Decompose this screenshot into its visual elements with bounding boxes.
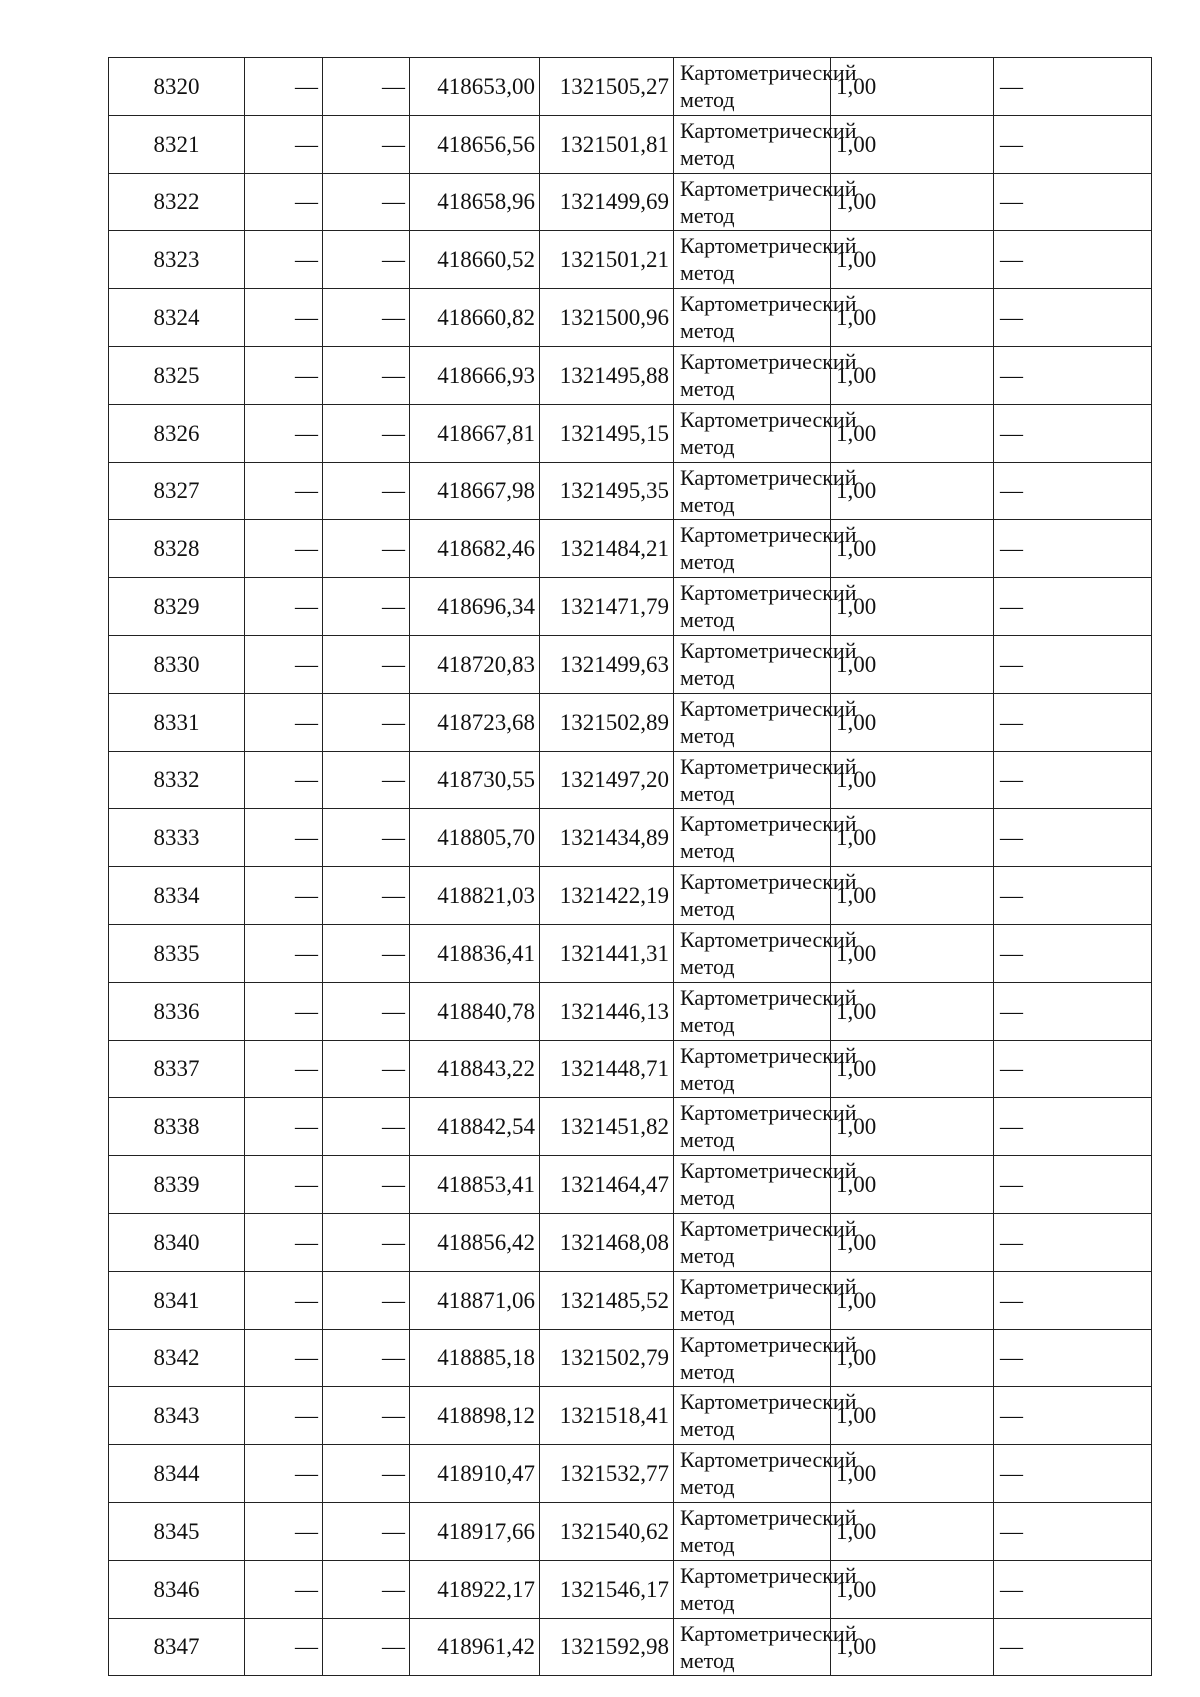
y-coordinate-cell: 1321532,77 — [540, 1445, 674, 1503]
precision-cell: 1,00 — [831, 751, 994, 809]
precision-cell: 1,00 — [831, 1040, 994, 1098]
empty-value-cell: — — [323, 1329, 410, 1387]
x-coordinate-cell: 418856,42 — [410, 1213, 540, 1271]
method-cell: Картометрический метод — [674, 462, 831, 520]
empty-value-cell: — — [323, 1271, 410, 1329]
empty-value-cell: — — [323, 867, 410, 925]
y-coordinate-cell: 1321422,19 — [540, 867, 674, 925]
table-row — [109, 693, 1152, 751]
empty-value-cell: — — [323, 520, 410, 578]
y-coordinate-cell: 1321546,17 — [540, 1560, 674, 1618]
x-coordinate-cell: 418821,03 — [410, 867, 540, 925]
method-cell: Картометрический метод — [674, 1040, 831, 1098]
precision-cell: 1,00 — [831, 462, 994, 520]
description-cell: — — [994, 346, 1152, 404]
table-row — [109, 462, 1152, 520]
description-cell: — — [994, 404, 1152, 462]
table-row — [109, 867, 1152, 925]
table-row — [109, 173, 1152, 231]
y-coordinate-cell: 1321468,08 — [540, 1213, 674, 1271]
x-coordinate-cell: 418842,54 — [410, 1098, 540, 1156]
empty-value-cell: — — [245, 173, 323, 231]
empty-value-cell: — — [245, 1098, 323, 1156]
empty-value-cell: — — [245, 982, 323, 1040]
precision-cell: 1,00 — [831, 982, 994, 1040]
point-number-cell: 8347 — [109, 1618, 245, 1676]
x-coordinate-cell: 418840,78 — [410, 982, 540, 1040]
empty-value-cell: — — [323, 289, 410, 347]
empty-value-cell: — — [323, 578, 410, 636]
point-number-cell: 8327 — [109, 462, 245, 520]
description-cell: — — [994, 867, 1152, 925]
description-cell: — — [994, 289, 1152, 347]
table-row — [109, 751, 1152, 809]
empty-value-cell: — — [323, 1098, 410, 1156]
method-cell: Картометрический метод — [674, 520, 831, 578]
table-row — [109, 1213, 1152, 1271]
empty-value-cell: — — [245, 635, 323, 693]
y-coordinate-cell: 1321471,79 — [540, 578, 674, 636]
empty-value-cell: — — [245, 1329, 323, 1387]
empty-value-cell: — — [323, 751, 410, 809]
description-cell: — — [994, 1213, 1152, 1271]
table-row — [109, 1387, 1152, 1445]
method-cell: Картометрический метод — [674, 115, 831, 173]
y-coordinate-cell: 1321485,52 — [540, 1271, 674, 1329]
method-cell: Картометрический метод — [674, 231, 831, 289]
point-number-cell: 8328 — [109, 520, 245, 578]
table-row — [109, 1098, 1152, 1156]
y-coordinate-cell: 1321451,82 — [540, 1098, 674, 1156]
empty-value-cell: — — [323, 693, 410, 751]
empty-value-cell: — — [323, 809, 410, 867]
y-coordinate-cell: 1321446,13 — [540, 982, 674, 1040]
precision-cell: 1,00 — [831, 173, 994, 231]
empty-value-cell: — — [245, 1156, 323, 1214]
x-coordinate-cell: 418696,34 — [410, 578, 540, 636]
description-cell: — — [994, 1098, 1152, 1156]
empty-value-cell: — — [323, 1040, 410, 1098]
point-number-cell: 8333 — [109, 809, 245, 867]
point-number-cell: 8341 — [109, 1271, 245, 1329]
empty-value-cell: — — [245, 1213, 323, 1271]
empty-value-cell: — — [323, 173, 410, 231]
point-number-cell: 8326 — [109, 404, 245, 462]
point-number-cell: 8338 — [109, 1098, 245, 1156]
description-cell: — — [994, 982, 1152, 1040]
point-number-cell: 8320 — [109, 58, 245, 116]
empty-value-cell: — — [245, 404, 323, 462]
x-coordinate-cell: 418843,22 — [410, 1040, 540, 1098]
x-coordinate-cell: 418658,96 — [410, 173, 540, 231]
empty-value-cell: — — [323, 1387, 410, 1445]
x-coordinate-cell: 418961,42 — [410, 1618, 540, 1676]
description-cell: — — [994, 751, 1152, 809]
y-coordinate-cell: 1321441,31 — [540, 924, 674, 982]
x-coordinate-cell: 418922,17 — [410, 1560, 540, 1618]
description-cell: — — [994, 173, 1152, 231]
method-cell: Картометрический метод — [674, 1560, 831, 1618]
method-cell: Картометрический метод — [674, 1618, 831, 1676]
y-coordinate-cell: 1321499,69 — [540, 173, 674, 231]
empty-value-cell: — — [323, 346, 410, 404]
method-cell: Картометрический метод — [674, 1213, 831, 1271]
method-cell: Картометрический метод — [674, 289, 831, 347]
table-row — [109, 1618, 1152, 1676]
x-coordinate-cell: 418666,93 — [410, 346, 540, 404]
table-row — [109, 982, 1152, 1040]
y-coordinate-cell: 1321464,47 — [540, 1156, 674, 1214]
coordinates-table — [108, 57, 1152, 1676]
y-coordinate-cell: 1321502,79 — [540, 1329, 674, 1387]
method-cell: Картометрический метод — [674, 404, 831, 462]
y-coordinate-cell: 1321434,89 — [540, 809, 674, 867]
method-cell: Картометрический метод — [674, 1156, 831, 1214]
y-coordinate-cell: 1321501,21 — [540, 231, 674, 289]
y-coordinate-cell: 1321540,62 — [540, 1502, 674, 1560]
description-cell: — — [994, 520, 1152, 578]
table-row — [109, 1502, 1152, 1560]
method-cell: Картометрический метод — [674, 635, 831, 693]
description-cell: — — [994, 462, 1152, 520]
point-number-cell: 8337 — [109, 1040, 245, 1098]
y-coordinate-cell: 1321448,71 — [540, 1040, 674, 1098]
description-cell: — — [994, 1387, 1152, 1445]
method-cell: Картометрический метод — [674, 693, 831, 751]
table-row — [109, 289, 1152, 347]
precision-cell: 1,00 — [831, 58, 994, 116]
x-coordinate-cell: 418910,47 — [410, 1445, 540, 1503]
description-cell: — — [994, 1445, 1152, 1503]
x-coordinate-cell: 418885,18 — [410, 1329, 540, 1387]
y-coordinate-cell: 1321505,27 — [540, 58, 674, 116]
empty-value-cell: — — [323, 1618, 410, 1676]
empty-value-cell: — — [323, 1560, 410, 1618]
empty-value-cell: — — [245, 115, 323, 173]
description-cell: — — [994, 693, 1152, 751]
table-row — [109, 58, 1152, 116]
empty-value-cell: — — [323, 635, 410, 693]
empty-value-cell: — — [245, 58, 323, 116]
y-coordinate-cell: 1321499,63 — [540, 635, 674, 693]
description-cell: — — [994, 578, 1152, 636]
table-row — [109, 115, 1152, 173]
y-coordinate-cell: 1321500,96 — [540, 289, 674, 347]
y-coordinate-cell: 1321592,98 — [540, 1618, 674, 1676]
method-cell: Картометрический метод — [674, 809, 831, 867]
x-coordinate-cell: 418653,00 — [410, 58, 540, 116]
method-cell: Картометрический метод — [674, 1098, 831, 1156]
point-number-cell: 8343 — [109, 1387, 245, 1445]
method-cell: Картометрический метод — [674, 346, 831, 404]
empty-value-cell: — — [245, 1618, 323, 1676]
point-number-cell: 8340 — [109, 1213, 245, 1271]
point-number-cell: 8322 — [109, 173, 245, 231]
empty-value-cell: — — [245, 1271, 323, 1329]
method-cell: Картометрический метод — [674, 867, 831, 925]
precision-cell: 1,00 — [831, 924, 994, 982]
method-cell: Картометрический метод — [674, 924, 831, 982]
point-number-cell: 8346 — [109, 1560, 245, 1618]
table-row — [109, 809, 1152, 867]
precision-cell: 1,00 — [831, 635, 994, 693]
x-coordinate-cell: 418660,52 — [410, 231, 540, 289]
y-coordinate-cell: 1321495,15 — [540, 404, 674, 462]
empty-value-cell: — — [323, 982, 410, 1040]
precision-cell: 1,00 — [831, 520, 994, 578]
precision-cell: 1,00 — [831, 404, 994, 462]
y-coordinate-cell: 1321497,20 — [540, 751, 674, 809]
y-coordinate-cell: 1321484,21 — [540, 520, 674, 578]
x-coordinate-cell: 418682,46 — [410, 520, 540, 578]
x-coordinate-cell: 418667,81 — [410, 404, 540, 462]
point-number-cell: 8332 — [109, 751, 245, 809]
table-row — [109, 1560, 1152, 1618]
description-cell: — — [994, 1156, 1152, 1214]
method-cell: Картометрический метод — [674, 58, 831, 116]
description-cell: — — [994, 635, 1152, 693]
precision-cell: 1,00 — [831, 693, 994, 751]
method-cell: Картометрический метод — [674, 1445, 831, 1503]
precision-cell: 1,00 — [831, 867, 994, 925]
empty-value-cell: — — [323, 1502, 410, 1560]
table-row — [109, 1445, 1152, 1503]
description-cell: — — [994, 58, 1152, 116]
empty-value-cell: — — [323, 462, 410, 520]
point-number-cell: 8334 — [109, 867, 245, 925]
description-cell: — — [994, 1040, 1152, 1098]
description-cell: — — [994, 1560, 1152, 1618]
empty-value-cell: — — [245, 867, 323, 925]
point-number-cell: 8324 — [109, 289, 245, 347]
empty-value-cell: — — [323, 404, 410, 462]
precision-cell: 1,00 — [831, 115, 994, 173]
table-row — [109, 1040, 1152, 1098]
empty-value-cell: — — [245, 1560, 323, 1618]
x-coordinate-cell: 418660,82 — [410, 289, 540, 347]
point-number-cell: 8335 — [109, 924, 245, 982]
method-cell: Картометрический метод — [674, 173, 831, 231]
empty-value-cell: — — [323, 1445, 410, 1503]
x-coordinate-cell: 418917,66 — [410, 1502, 540, 1560]
empty-value-cell: — — [245, 520, 323, 578]
table-row — [109, 520, 1152, 578]
description-cell: — — [994, 924, 1152, 982]
point-number-cell: 8342 — [109, 1329, 245, 1387]
point-number-cell: 8329 — [109, 578, 245, 636]
point-number-cell: 8344 — [109, 1445, 245, 1503]
precision-cell: 1,00 — [831, 1445, 994, 1503]
precision-cell: 1,00 — [831, 1618, 994, 1676]
empty-value-cell: — — [245, 693, 323, 751]
method-cell: Картометрический метод — [674, 578, 831, 636]
x-coordinate-cell: 418667,98 — [410, 462, 540, 520]
method-cell: Картометрический метод — [674, 751, 831, 809]
x-coordinate-cell: 418853,41 — [410, 1156, 540, 1214]
x-coordinate-cell: 418720,83 — [410, 635, 540, 693]
empty-value-cell: — — [245, 462, 323, 520]
empty-value-cell: — — [245, 289, 323, 347]
method-cell: Картометрический метод — [674, 1329, 831, 1387]
empty-value-cell: — — [245, 578, 323, 636]
empty-value-cell: — — [323, 924, 410, 982]
x-coordinate-cell: 418656,56 — [410, 115, 540, 173]
x-coordinate-cell: 418836,41 — [410, 924, 540, 982]
empty-value-cell: — — [323, 1156, 410, 1214]
precision-cell: 1,00 — [831, 289, 994, 347]
y-coordinate-cell: 1321501,81 — [540, 115, 674, 173]
precision-cell: 1,00 — [831, 346, 994, 404]
precision-cell: 1,00 — [831, 1502, 994, 1560]
table-row — [109, 231, 1152, 289]
description-cell: — — [994, 809, 1152, 867]
precision-cell: 1,00 — [831, 578, 994, 636]
table-row — [109, 1271, 1152, 1329]
point-number-cell: 8336 — [109, 982, 245, 1040]
y-coordinate-cell: 1321495,35 — [540, 462, 674, 520]
point-number-cell: 8330 — [109, 635, 245, 693]
table-row — [109, 1329, 1152, 1387]
x-coordinate-cell: 418898,12 — [410, 1387, 540, 1445]
x-coordinate-cell: 418723,68 — [410, 693, 540, 751]
method-cell: Картометрический метод — [674, 982, 831, 1040]
empty-value-cell: — — [245, 809, 323, 867]
table-row — [109, 404, 1152, 462]
table-row — [109, 924, 1152, 982]
method-cell: Картометрический метод — [674, 1387, 831, 1445]
method-cell: Картометрический метод — [674, 1502, 831, 1560]
table-row — [109, 578, 1152, 636]
x-coordinate-cell: 418871,06 — [410, 1271, 540, 1329]
empty-value-cell: — — [245, 924, 323, 982]
y-coordinate-cell: 1321495,88 — [540, 346, 674, 404]
empty-value-cell: — — [245, 1502, 323, 1560]
y-coordinate-cell: 1321502,89 — [540, 693, 674, 751]
empty-value-cell: — — [245, 1387, 323, 1445]
description-cell: — — [994, 1618, 1152, 1676]
empty-value-cell: — — [245, 346, 323, 404]
point-number-cell: 8339 — [109, 1156, 245, 1214]
table-row — [109, 1156, 1152, 1214]
description-cell: — — [994, 115, 1152, 173]
precision-cell: 1,00 — [831, 1213, 994, 1271]
empty-value-cell: — — [323, 231, 410, 289]
point-number-cell: 8325 — [109, 346, 245, 404]
precision-cell: 1,00 — [831, 1387, 994, 1445]
point-number-cell: 8321 — [109, 115, 245, 173]
empty-value-cell: — — [323, 1213, 410, 1271]
precision-cell: 1,00 — [831, 1329, 994, 1387]
empty-value-cell: — — [245, 751, 323, 809]
empty-value-cell: — — [323, 58, 410, 116]
table-body — [109, 58, 1152, 1676]
precision-cell: 1,00 — [831, 1560, 994, 1618]
x-coordinate-cell: 418805,70 — [410, 809, 540, 867]
method-cell: Картометрический метод — [674, 1271, 831, 1329]
empty-value-cell: — — [245, 1040, 323, 1098]
empty-value-cell: — — [245, 231, 323, 289]
x-coordinate-cell: 418730,55 — [410, 751, 540, 809]
description-cell: — — [994, 1502, 1152, 1560]
precision-cell: 1,00 — [831, 1156, 994, 1214]
precision-cell: 1,00 — [831, 1271, 994, 1329]
description-cell: — — [994, 1271, 1152, 1329]
empty-value-cell: — — [323, 115, 410, 173]
precision-cell: 1,00 — [831, 231, 994, 289]
precision-cell: 1,00 — [831, 809, 994, 867]
point-number-cell: 8323 — [109, 231, 245, 289]
description-cell: — — [994, 231, 1152, 289]
point-number-cell: 8331 — [109, 693, 245, 751]
empty-value-cell: — — [245, 1445, 323, 1503]
table-row — [109, 346, 1152, 404]
y-coordinate-cell: 1321518,41 — [540, 1387, 674, 1445]
table-row — [109, 635, 1152, 693]
point-number-cell: 8345 — [109, 1502, 245, 1560]
description-cell: — — [994, 1329, 1152, 1387]
precision-cell: 1,00 — [831, 1098, 994, 1156]
